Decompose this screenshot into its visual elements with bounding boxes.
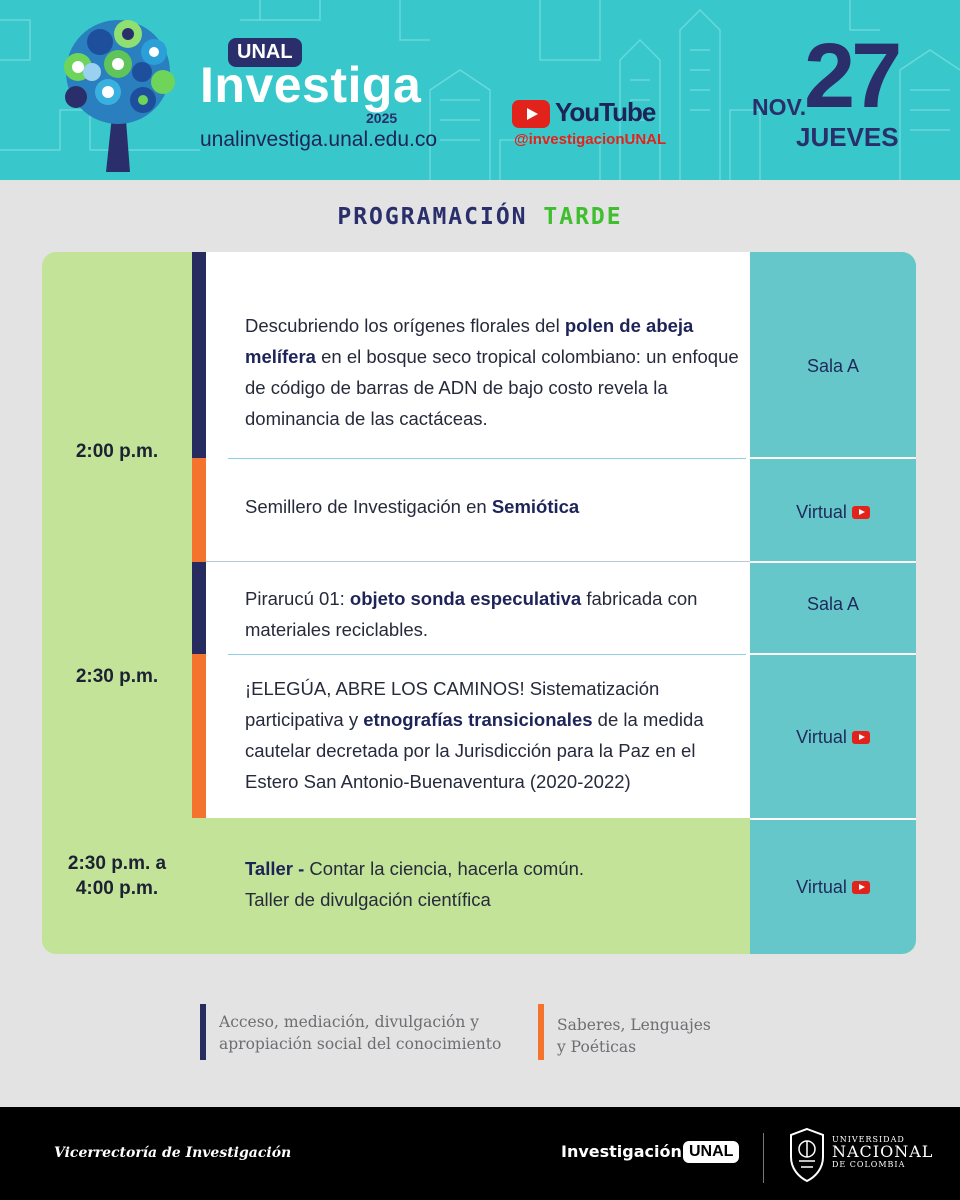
session-title: Descubriendo los orígenes florales del polen de abeja melífera en el bosque seco tropical colombiano: un enfoque de código de barras de ADN de bajo costo revela la dominancia de las cactáceas. bbox=[245, 315, 739, 429]
footer-unal-badge: UNAL bbox=[683, 1141, 739, 1163]
room-divider bbox=[750, 818, 916, 820]
category-bar-saberes bbox=[192, 458, 206, 562]
row-divider bbox=[206, 561, 750, 562]
tree-logo bbox=[48, 12, 188, 172]
date-weekday: JUEVES bbox=[796, 122, 899, 152]
room-divider bbox=[750, 653, 916, 655]
section-title-main: PROGRAMACIÓN bbox=[337, 204, 528, 230]
session-room-virtual[interactable]: Virtual bbox=[750, 502, 916, 523]
session-room-virtual[interactable]: Virtual bbox=[750, 877, 916, 898]
youtube-icon bbox=[852, 506, 870, 519]
session-room: Sala A bbox=[806, 356, 860, 376]
footer-vicerrectoria: Vicerrectoría de Investigación bbox=[54, 1145, 292, 1161]
session-title: Semillero de Investigación en Semiótica bbox=[245, 496, 580, 517]
row-divider bbox=[228, 654, 746, 655]
date-month: NOV. bbox=[752, 94, 807, 120]
room-divider bbox=[750, 561, 916, 563]
row-divider bbox=[228, 458, 746, 459]
room-divider bbox=[750, 457, 916, 459]
youtube-icon bbox=[852, 881, 870, 894]
section-title-highlight: TARDE bbox=[543, 204, 623, 230]
session-title: ¡ELEGÚA, ABRE LOS CAMINOS! Sistematización participativa y etnografías transicionales de la medida cautelar decretada por la Jurisdicción para la Paz en el Estero San Antonio-Buenaventura (2020-2022) bbox=[245, 678, 704, 792]
university-name: UNIVERSIDAD NACIONAL DE COLOMBIA bbox=[832, 1135, 934, 1170]
unal-badge: UNAL bbox=[228, 38, 302, 67]
brand-year: 2025 bbox=[366, 110, 398, 126]
category-bar-acceso bbox=[192, 562, 206, 654]
legend-label-saberes: Saberes, Lenguajes y Poéticas bbox=[557, 1016, 711, 1056]
youtube-wordmark: YouTube bbox=[555, 97, 656, 127]
university-seal-icon bbox=[787, 1127, 827, 1183]
time-slot-end: 4:00 p.m. bbox=[75, 877, 159, 899]
legend-label-acceso: Acceso, mediación, divulgación y apropiación social del conocimiento bbox=[219, 1013, 502, 1053]
workshop-subtitle: Taller de divulgación científica bbox=[245, 889, 491, 910]
time-slot: 2:30 p.m. bbox=[75, 666, 159, 687]
legend-swatch-saberes bbox=[538, 1004, 544, 1060]
date-day: 27 bbox=[804, 25, 899, 127]
workshop-title: Taller - Contar la ciencia, hacerla común. Taller de divulgación científica bbox=[245, 853, 739, 915]
time-slot: 2:00 p.m. bbox=[75, 441, 159, 462]
footer bbox=[0, 1107, 960, 1200]
session-title: Pirarucú 01: objeto sonda especulativa fabricada con materiales reciclables. bbox=[245, 588, 698, 640]
section-title bbox=[0, 204, 960, 230]
category-bar-acceso bbox=[192, 252, 206, 458]
footer-divider bbox=[763, 1133, 764, 1183]
category-bar-saberes bbox=[192, 654, 206, 818]
session-room: Sala A bbox=[806, 594, 860, 614]
time-slot-range bbox=[42, 852, 192, 901]
legend-swatch-acceso bbox=[200, 1004, 206, 1060]
youtube-icon bbox=[512, 100, 550, 128]
time-slot-start: 2:30 p.m. a bbox=[67, 853, 167, 874]
header-banner bbox=[0, 0, 960, 180]
website-link[interactable]: unalinvestiga.unal.edu.co bbox=[200, 128, 438, 151]
brand-title: Investiga bbox=[200, 57, 422, 113]
footer-investigacion: Investigación bbox=[561, 1142, 682, 1161]
session-room-virtual[interactable]: Virtual bbox=[750, 727, 916, 748]
schedule-table bbox=[42, 252, 916, 954]
youtube-icon bbox=[852, 731, 870, 744]
youtube-handle-link[interactable]: @investigacionUNAL bbox=[514, 131, 667, 148]
